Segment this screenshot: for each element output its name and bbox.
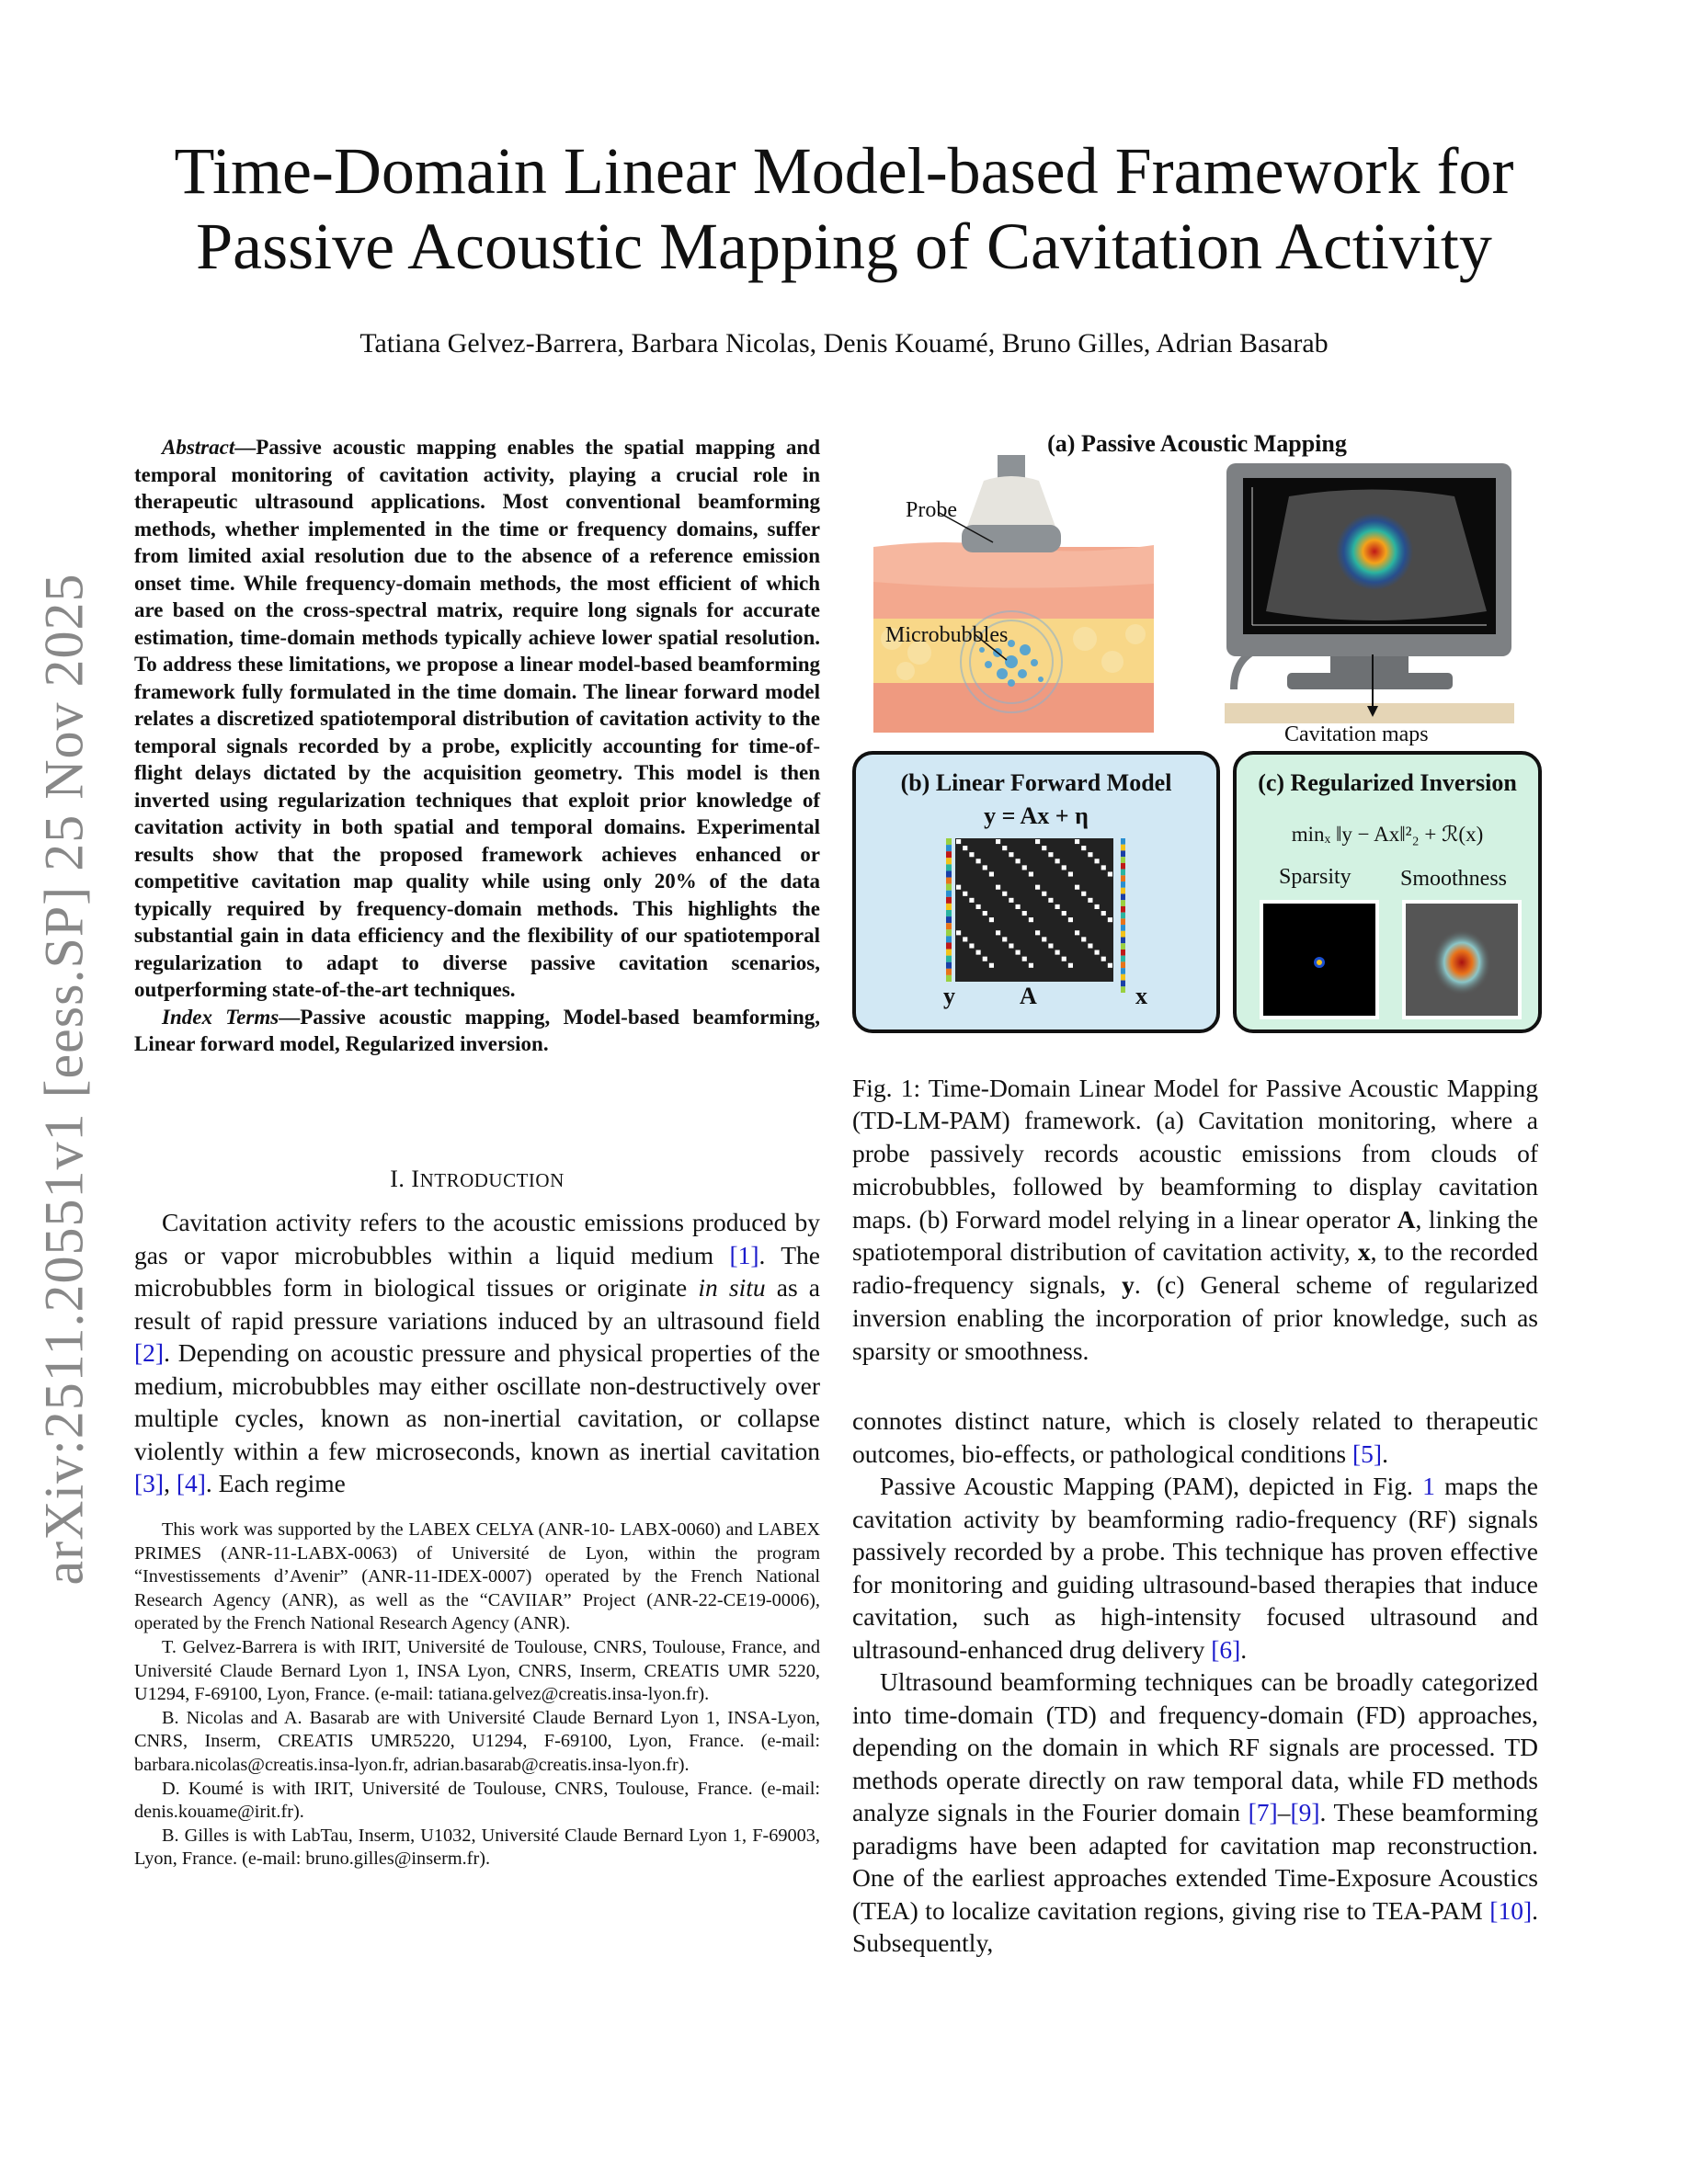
panel-a-title: (a) Passive Acoustic Mapping bbox=[1047, 430, 1347, 457]
tissue-probe-illustration bbox=[873, 455, 1154, 733]
y-vector-cell bbox=[946, 884, 952, 891]
cavitation-maps-label: Cavitation maps bbox=[1284, 722, 1429, 746]
smoothness-map-image bbox=[1402, 900, 1522, 1019]
matrix-nonzero-entry bbox=[963, 892, 967, 896]
matrix-nonzero-entry bbox=[1101, 957, 1106, 961]
paragraph bbox=[134, 1206, 820, 1500]
cavitation-maps-arrow bbox=[1363, 654, 1382, 719]
matrix-nonzero-entry bbox=[1068, 963, 1073, 968]
matrix-nonzero-entry bbox=[1042, 892, 1046, 896]
matrix-nonzero-entry bbox=[1062, 865, 1066, 870]
matrix-nonzero-entry bbox=[1062, 957, 1066, 961]
x-vector-cell bbox=[1121, 913, 1125, 919]
matrix-nonzero-entry bbox=[1016, 950, 1021, 955]
x-vector-cell bbox=[1121, 981, 1125, 987]
matrix-nonzero-entry bbox=[1029, 871, 1033, 876]
matrix-nonzero-entry bbox=[969, 898, 974, 903]
y-vector-cell bbox=[946, 878, 952, 884]
abstract-label: Abstract bbox=[162, 436, 235, 459]
matrix-nonzero-entry bbox=[1029, 917, 1033, 922]
x-vector-cell bbox=[1121, 850, 1125, 857]
y-vector-cell bbox=[946, 891, 952, 897]
matrix-nonzero-entry bbox=[1055, 904, 1060, 909]
text-run: , to the recorded radio-frequency signals, bbox=[852, 1237, 1539, 1300]
y-vector-cell bbox=[946, 904, 952, 910]
y-vector-cell bbox=[946, 950, 952, 956]
label-y: y bbox=[943, 983, 955, 1009]
text-run: connotes distinct nature, which is closely related to therapeutic outcomes, bio-effects, or pathological conditions bbox=[852, 1406, 1538, 1468]
text-run: Cavitation activity refers to the acoustic emissions produced by gas or vapor microbubbles within a liquid medium bbox=[134, 1208, 820, 1269]
y-vector-cell bbox=[946, 929, 952, 936]
matrix-nonzero-entry bbox=[956, 930, 961, 935]
citation-link[interactable]: [5] bbox=[1352, 1439, 1383, 1468]
citation-link[interactable]: [2] bbox=[134, 1338, 165, 1367]
y-vector-cell bbox=[946, 962, 952, 969]
matrix-nonzero-entry bbox=[1022, 957, 1027, 961]
x-vector-cell bbox=[1121, 906, 1125, 913]
text-run: Fig. 1: Time-Domain Linear Model for Passive Acoustic Mapping (TD-LM-PAM) framework. (a) Cavitation monitoring, where a probe passively records acoustic emissions from clouds of microbubbles, followed by beamforming to display cavitation maps. (b) Forward model relying in a linear operator bbox=[852, 1073, 1538, 1234]
heading-first-letter: I bbox=[411, 1166, 420, 1192]
text-run: . Each regime bbox=[205, 1469, 346, 1497]
x-vector-cell bbox=[1121, 938, 1125, 944]
microbubbles-label: Microbubbles bbox=[885, 623, 1009, 647]
matrix-nonzero-entry bbox=[956, 839, 961, 844]
matrix-nonzero-entry bbox=[996, 930, 1000, 935]
matrix-nonzero-entry bbox=[1088, 943, 1092, 948]
matrix-nonzero-entry bbox=[1035, 930, 1040, 935]
footnote-affiliation: B. Gilles is with LabTau, Inserm, U1032, Université Claude Bernard Lyon 1, F-69003, Lyon, France. (e-mail: bruno.gilles@inserm.fr). bbox=[134, 1825, 820, 1870]
matrix-nonzero-entry bbox=[983, 957, 987, 961]
matrix-nonzero-entry bbox=[1075, 839, 1079, 844]
text-run: , linking the spatiotemporal distribution of cavitation activity, bbox=[852, 1204, 1538, 1267]
matrix-nonzero-entry bbox=[1042, 937, 1046, 941]
matrix-nonzero-entry bbox=[1101, 911, 1106, 916]
y-vector-cell bbox=[946, 897, 952, 904]
matrix-nonzero-entry bbox=[983, 911, 987, 916]
forward-operator-matrix bbox=[944, 836, 1128, 993]
matrix-nonzero-entry bbox=[976, 859, 981, 863]
x-vector-cell bbox=[1121, 845, 1125, 851]
probe-icon bbox=[962, 455, 1061, 552]
matrix-nonzero-entry bbox=[1055, 950, 1060, 955]
citation-link[interactable]: 1 bbox=[1422, 1472, 1435, 1500]
math-symbol: x bbox=[1357, 1237, 1371, 1267]
matrix-nonzero-entry bbox=[1088, 852, 1092, 857]
citation-link[interactable]: [9] bbox=[1290, 1798, 1320, 1826]
matrix-nonzero-entry bbox=[1048, 852, 1053, 857]
citation-link[interactable]: [7] bbox=[1248, 1798, 1278, 1826]
matrix-nonzero-entry bbox=[1095, 904, 1100, 909]
x-vector-cell bbox=[1121, 931, 1125, 938]
footnote-affiliation: T. Gelvez-Barrera is with IRIT, Université de Toulouse, CNRS, Toulouse, France, and Université Claude Bernard Lyon 1, INSA Lyon, CNRS, Inserm, CREATIS UMR 5220, U1294, F-69100, Lyon, France. (e-mail: tatiana.gelvez@creatis.insa-lyon.fr). bbox=[134, 1636, 820, 1705]
title-line-1: Time-Domain Linear Model-based Framework for bbox=[174, 134, 1514, 208]
matrix-nonzero-entry bbox=[969, 852, 974, 857]
y-vector-cell bbox=[946, 838, 952, 845]
matrix-nonzero-entry bbox=[1055, 859, 1060, 863]
section-heading-introduction bbox=[134, 1166, 820, 1193]
y-vector-cell bbox=[946, 910, 952, 916]
matrix-nonzero-entry bbox=[996, 885, 1000, 890]
matrix-nonzero-entry bbox=[1081, 937, 1086, 941]
y-vector-cell bbox=[946, 936, 952, 942]
sparsity-map-image bbox=[1260, 900, 1379, 1019]
label-x: x bbox=[1135, 983, 1147, 1009]
matrix-nonzero-entry bbox=[989, 963, 994, 968]
matrix-nonzero-entry bbox=[969, 943, 974, 948]
y-vector-cell bbox=[946, 969, 952, 975]
text-run: . These beamforming paradigms have been adapted for cavitation map reconstruction. One of the earliest approaches extended Time-Exposure Acoustics (TEA) to localize cavitation regions, giving rise to TEA-PAM bbox=[852, 1798, 1538, 1925]
probe-label: Probe bbox=[906, 498, 957, 522]
x-vector-cell bbox=[1121, 925, 1125, 931]
y-vector-cell bbox=[946, 870, 952, 877]
text-run: Ultrasound beamforming techniques can be broadly categorized into time-domain (TD) and frequency-domain (FD) approaches, depending on the domain in which RF signals are processed. TD methods operate directly on raw temporal data, while FD methods analyze signals in the Fourier domain bbox=[852, 1667, 1538, 1826]
matrix-nonzero-entry bbox=[1088, 898, 1092, 903]
text-run: as a result of rapid pressure variations induced by an ultrasound field bbox=[134, 1273, 820, 1335]
matrix-nonzero-entry bbox=[1075, 930, 1079, 935]
matrix-nonzero-entry bbox=[1068, 917, 1073, 922]
matrix-nonzero-entry bbox=[1022, 911, 1027, 916]
x-vector-cell bbox=[1121, 882, 1125, 888]
footnotes bbox=[134, 1519, 820, 1871]
x-vector-cell bbox=[1121, 943, 1125, 950]
text-run: , bbox=[164, 1469, 177, 1497]
abstract-text: —Passive acoustic mapping enables the spatial mapping and temporal monitoring of cavitation activity, playing a crucial role in therapeutic ultrasound applications. Most conventional beamforming methods, whether implemented in the time or frequency domains, suffer from limited axial resolution due to the absence of a reference emission onset time. While frequency-domain methods, the most efficient of which are based on the cross-spectral matrix, require long signals for accurate estimation, time-domain methods typically achieve lower spatial resolution. To address these limitations, we propose a linear model-based beamforming framework fully formulated in the time domain. The linear forward model relates a discretized spatiotemporal distribution of cavitation activity to the temporal signals recorded by a probe, explicitly accounting for time-of-flight delays dictated by the acquisition geometry. This model is then inverted using regularization techniques that exploit prior knowledge of cavitation activity in both spatial and temporal domains. Experimental results show that the proposed framework achieves enhanced or competitive cavitation map quality while using only 20% of the data typically required by frequency-domain methods. This highlights the substantial gain in data efficiency and the flexibility of our spatiotemporal regularization to adapt to diverse passive cavitation scenarios, outperforming state-of-the-art techniques. bbox=[134, 436, 820, 1001]
panel-c-regularized-inversion bbox=[1233, 751, 1542, 1033]
text-run: – bbox=[1277, 1798, 1291, 1826]
index-terms-text: —Passive acoustic mapping, Model-based beamforming, Linear forward model, Regularized inversion. bbox=[134, 1005, 820, 1055]
matrix-nonzero-entry bbox=[1108, 917, 1112, 922]
text-run: . (c) General scheme of regularized inversion enabling the incorporation of prior knowledge, such as sparsity or smoothness. bbox=[852, 1270, 1538, 1365]
paragraph bbox=[852, 1470, 1538, 1666]
matrix-nonzero-entry bbox=[1095, 950, 1100, 955]
matrix-nonzero-entry bbox=[996, 839, 1000, 844]
citation-link[interactable]: [3] bbox=[134, 1469, 165, 1497]
paragraph bbox=[852, 1405, 1538, 1470]
y-vector-cell bbox=[946, 851, 952, 858]
paper-title bbox=[0, 133, 1688, 284]
abstract bbox=[134, 434, 820, 1058]
y-vector-cell bbox=[946, 956, 952, 962]
matrix-nonzero-entry bbox=[1029, 963, 1033, 968]
smoothness-label: Smoothness bbox=[1400, 867, 1508, 891]
matrix-nonzero-entry bbox=[1002, 937, 1007, 941]
citation-link[interactable]: [1] bbox=[729, 1240, 759, 1269]
panel-c-title: (c) Regularized Inversion bbox=[1258, 769, 1517, 796]
right-column-body bbox=[852, 1405, 1538, 1960]
y-vector-cell bbox=[946, 858, 952, 864]
y-vector-cell bbox=[946, 942, 952, 949]
paragraph bbox=[852, 1666, 1538, 1960]
title-line-2: Passive Acoustic Mapping of Cavitation Activity bbox=[196, 210, 1492, 283]
figure-1 bbox=[852, 425, 1542, 1036]
matrix-nonzero-entry bbox=[1048, 898, 1053, 903]
matrix-nonzero-entry bbox=[989, 871, 994, 876]
x-vector-cell bbox=[1121, 863, 1125, 870]
x-vector-cell bbox=[1121, 950, 1125, 956]
italic-text: in situ bbox=[698, 1273, 766, 1302]
text-run: . Depending on acoustic pressure and physical properties of the medium, microbubbles may either oscillate non-destructively over multiple cycles, known as non-inertial cavitation, or collapse violently within a few microseconds, known as inertial cavitation bbox=[134, 1338, 820, 1465]
inversion-equation: minₓ ‖y − Ax‖²₂ + ℛ(x) bbox=[1291, 823, 1484, 846]
arxiv-identifier: arXiv:2511.20551v1 [eess.SP] 25 Nov 2025 bbox=[33, 573, 95, 1586]
text-run: maps the cavitation activity by beamforming radio-frequency (RF) signals passively recorded by a probe. This technique has proven effective for monitoring and guiding ultrasound-based therapies that induce cavitation, such as high-intensity focused ultrasound and ultrasound-enhanced drug delivery bbox=[852, 1472, 1538, 1664]
citation-link[interactable]: [6] bbox=[1211, 1634, 1241, 1664]
x-vector-cell bbox=[1121, 918, 1125, 925]
x-vector-cell bbox=[1121, 956, 1125, 962]
math-symbol: A bbox=[1397, 1204, 1416, 1234]
matrix-nonzero-entry bbox=[1022, 865, 1027, 870]
footnote-affiliation: B. Nicolas and A. Basarab are with Université Claude Bernard Lyon 1, INSA-Lyon, CNRS, Inserm, CREATIS UMR5220, U1294, F-69100, Lyon, France. (e-mail: barbara.nicolas@creatis.insa-lyon.fr, adrian.basarab@creatis.insa-lyon.fr). bbox=[134, 1707, 820, 1775]
cavitation-hotspot bbox=[1336, 513, 1413, 590]
x-vector-cell bbox=[1121, 893, 1125, 900]
matrix-nonzero-entry bbox=[1002, 846, 1007, 850]
text-run: Passive Acoustic Mapping (PAM), depicted in Fig. bbox=[880, 1472, 1423, 1500]
y-vector-cell bbox=[946, 916, 952, 923]
author-list: Tatiana Gelvez-Barrera, Barbara Nicolas, Denis Kouamé, Bruno Gilles, Adrian Basarab bbox=[359, 328, 1329, 358]
y-vector-cell bbox=[946, 864, 952, 870]
panel-b-linear-forward-model bbox=[852, 751, 1220, 1033]
y-vector-cell bbox=[946, 845, 952, 851]
introduction-body bbox=[134, 1206, 820, 1500]
x-vector-cell bbox=[1121, 870, 1125, 876]
matrix-nonzero-entry bbox=[1081, 846, 1086, 850]
matrix-nonzero-entry bbox=[1081, 892, 1086, 896]
matrix-nonzero-entry bbox=[976, 950, 981, 955]
matrix-nonzero-entry bbox=[1095, 859, 1100, 863]
y-vector-cell bbox=[946, 975, 952, 982]
matrix-nonzero-entry bbox=[1009, 898, 1013, 903]
x-vector-cell bbox=[1121, 974, 1125, 981]
matrix-nonzero-entry bbox=[1016, 904, 1021, 909]
matrix-nonzero-entry bbox=[963, 846, 967, 850]
matrix-nonzero-entry bbox=[983, 865, 987, 870]
citation-link[interactable]: [10] bbox=[1489, 1895, 1533, 1925]
matrix-nonzero-entry bbox=[1101, 865, 1106, 870]
x-vector-cell bbox=[1121, 888, 1125, 894]
label-A: A bbox=[1020, 983, 1037, 1009]
matrix-nonzero-entry bbox=[963, 937, 967, 941]
y-vector-cell bbox=[946, 923, 952, 929]
forward-model-equation: y = Ax + η bbox=[984, 802, 1089, 829]
matrix-nonzero-entry bbox=[1002, 892, 1007, 896]
matrix-nonzero-entry bbox=[1042, 846, 1046, 850]
matrix-nonzero-entry bbox=[1075, 885, 1079, 890]
citation-link[interactable]: [4] bbox=[176, 1469, 206, 1497]
math-symbol: y bbox=[1122, 1270, 1135, 1300]
matrix-nonzero-entry bbox=[1009, 852, 1013, 857]
footnote-affiliation: D. Koumé is with IRIT, Université de Toulouse, CNRS, Toulouse, France. (e-mail: denis.kouame@irit.fr). bbox=[134, 1778, 820, 1823]
text-run: . The microbubbles form in biological tissues or originate bbox=[134, 1240, 820, 1302]
panel-b-title: (b) Linear Forward Model bbox=[900, 769, 1172, 796]
x-vector-cell bbox=[1121, 875, 1125, 882]
x-vector-cell bbox=[1121, 838, 1125, 845]
x-vector-cell bbox=[1121, 961, 1125, 968]
matrix-nonzero-entry bbox=[1035, 839, 1040, 844]
matrix-nonzero-entry bbox=[1108, 963, 1112, 968]
matrix-nonzero-entry bbox=[1016, 859, 1021, 863]
index-terms-label: Index Terms bbox=[162, 1005, 279, 1029]
text-run: . bbox=[1382, 1439, 1388, 1468]
section-number: I. bbox=[390, 1166, 412, 1192]
matrix-nonzero-entry bbox=[1048, 943, 1053, 948]
paragraph bbox=[852, 1072, 1538, 1368]
matrix-nonzero-entry bbox=[1035, 885, 1040, 890]
x-vector-cell bbox=[1121, 900, 1125, 906]
footnote-funding: This work was supported by the LABEX CELYA (ANR-10- LABX-0060) and LABEX PRIMES (ANR-11-LABX-0063) of Université de Lyon, within the program “Investissements d’Avenir” (ANR-11-IDEX-0007) operated by the French National Research Agency (ANR), as well as the “CAVIIAR” Project (ANR-22-CE19-0006), operated by the French National Research Agency (ANR). bbox=[134, 1519, 820, 1634]
matrix-nonzero-entry bbox=[1068, 871, 1073, 876]
figure-caption bbox=[852, 1046, 1538, 1393]
matrix-nonzero-entry bbox=[956, 885, 961, 890]
matrix-nonzero-entry bbox=[976, 904, 981, 909]
text-run: . bbox=[1240, 1634, 1248, 1664]
matrix-nonzero-entry bbox=[1062, 911, 1066, 916]
sparsity-label: Sparsity bbox=[1279, 865, 1352, 889]
text-run: . Subsequently, bbox=[852, 1895, 1538, 1957]
x-vector-cell bbox=[1121, 986, 1125, 993]
x-vector-cell bbox=[1121, 857, 1125, 863]
matrix-nonzero-entry bbox=[1009, 943, 1013, 948]
heading-rest: NTRODUCTION bbox=[419, 1169, 565, 1191]
matrix-nonzero-entry bbox=[1108, 871, 1112, 876]
matrix-nonzero-entry bbox=[989, 917, 994, 922]
x-vector-cell bbox=[1121, 968, 1125, 974]
